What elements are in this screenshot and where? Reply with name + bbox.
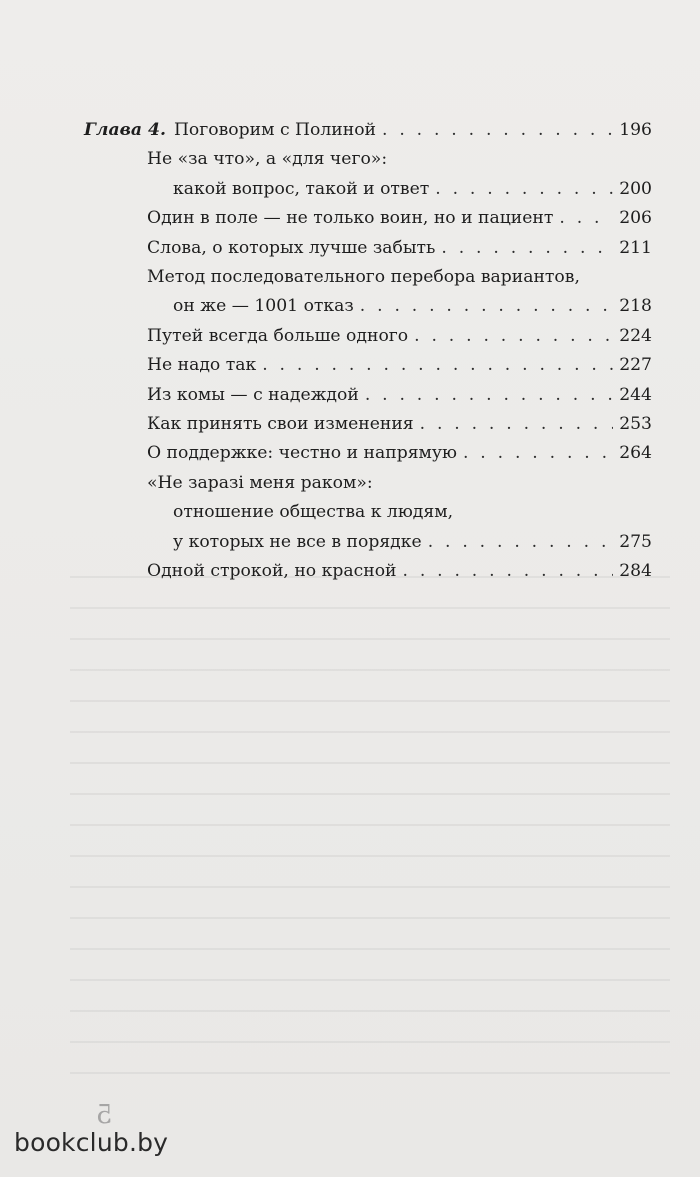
toc-entry-title: Метод последовательного перебора вариантов, — [147, 267, 580, 288]
toc-entry-title: Не надо так — [147, 355, 257, 376]
dot-leader — [559, 204, 613, 233]
toc-entry — [84, 351, 652, 380]
toc-entry-title: Как принять свои изменения — [147, 414, 414, 435]
toc-entry — [84, 145, 652, 174]
toc-entry-title: у которых не все в порядке — [173, 531, 422, 552]
toc-entry — [84, 439, 652, 468]
show-through-text — [70, 560, 670, 1080]
toc-entry — [84, 204, 652, 233]
toc-entry — [84, 234, 652, 263]
toc-entry-title: какой вопрос, такой и ответ — [173, 178, 430, 199]
dot-leader — [420, 410, 614, 439]
toc-entry — [84, 469, 652, 498]
dot-leader — [365, 381, 613, 410]
toc-entry-title: Не «за что», а «для чего»: — [147, 149, 388, 170]
dot-leader — [262, 351, 613, 380]
dot-leader — [403, 557, 614, 586]
toc-entry — [84, 498, 652, 527]
toc-entry — [84, 175, 652, 204]
toc-entry-title: Один в поле — не только воин, но и пациент — [147, 208, 554, 229]
toc-entry-title: Поговорим с Полиной — [173, 120, 376, 140]
toc-entry-title: он же — 1001 отказ — [173, 296, 354, 317]
dot-leader — [414, 322, 613, 351]
toc-entry — [84, 292, 652, 321]
toc-entry — [84, 381, 652, 410]
toc-entry — [84, 528, 652, 557]
toc-entry-title: «Не заразі меня раком»: — [147, 472, 373, 493]
toc-entry-page: 206 — [619, 208, 652, 229]
toc-entry-title: О поддержке: честно и напрямую — [147, 443, 457, 464]
toc-entry-page: 224 — [619, 325, 652, 346]
show-through-page-number: 5 — [96, 1100, 113, 1130]
toc-entry-page: 284 — [619, 561, 652, 582]
watermark: bookclub.by — [14, 1128, 169, 1157]
toc-entry-page: 196 — [619, 120, 652, 140]
toc-entry — [84, 410, 652, 439]
dot-leader — [360, 292, 613, 321]
toc-entry-page: 211 — [619, 237, 652, 258]
dot-leader — [382, 116, 613, 145]
table-of-contents — [84, 116, 652, 587]
toc-entry — [84, 263, 652, 292]
toc-entry-page: 275 — [619, 531, 652, 552]
toc-entry-page: 264 — [619, 443, 652, 464]
toc-entry-title: Путей всегда больше одного — [147, 325, 409, 346]
toc-entry — [84, 557, 652, 586]
toc-entry — [84, 322, 652, 351]
toc-entry-page: 244 — [619, 384, 652, 405]
toc-entry-title: Из комы — с надеждой — [147, 384, 359, 405]
dot-leader — [441, 234, 613, 263]
chapter-label: Глава 4. — [84, 120, 166, 140]
toc-entry-title: Слова, о которых лучше забыть — [147, 237, 436, 258]
dot-leader — [463, 439, 613, 468]
toc-entry-page: 200 — [619, 178, 652, 199]
toc-entry-page: 253 — [619, 414, 652, 435]
toc-entry-title: Одной строкой, но красной — [147, 561, 397, 582]
toc-entry-chapter — [84, 116, 652, 145]
dot-leader — [428, 528, 614, 557]
toc-entry-page: 227 — [619, 355, 652, 376]
toc-entry-title: отношение общества к людям, — [173, 502, 454, 523]
toc-entry-page: 218 — [619, 296, 652, 317]
dot-leader — [435, 175, 613, 204]
